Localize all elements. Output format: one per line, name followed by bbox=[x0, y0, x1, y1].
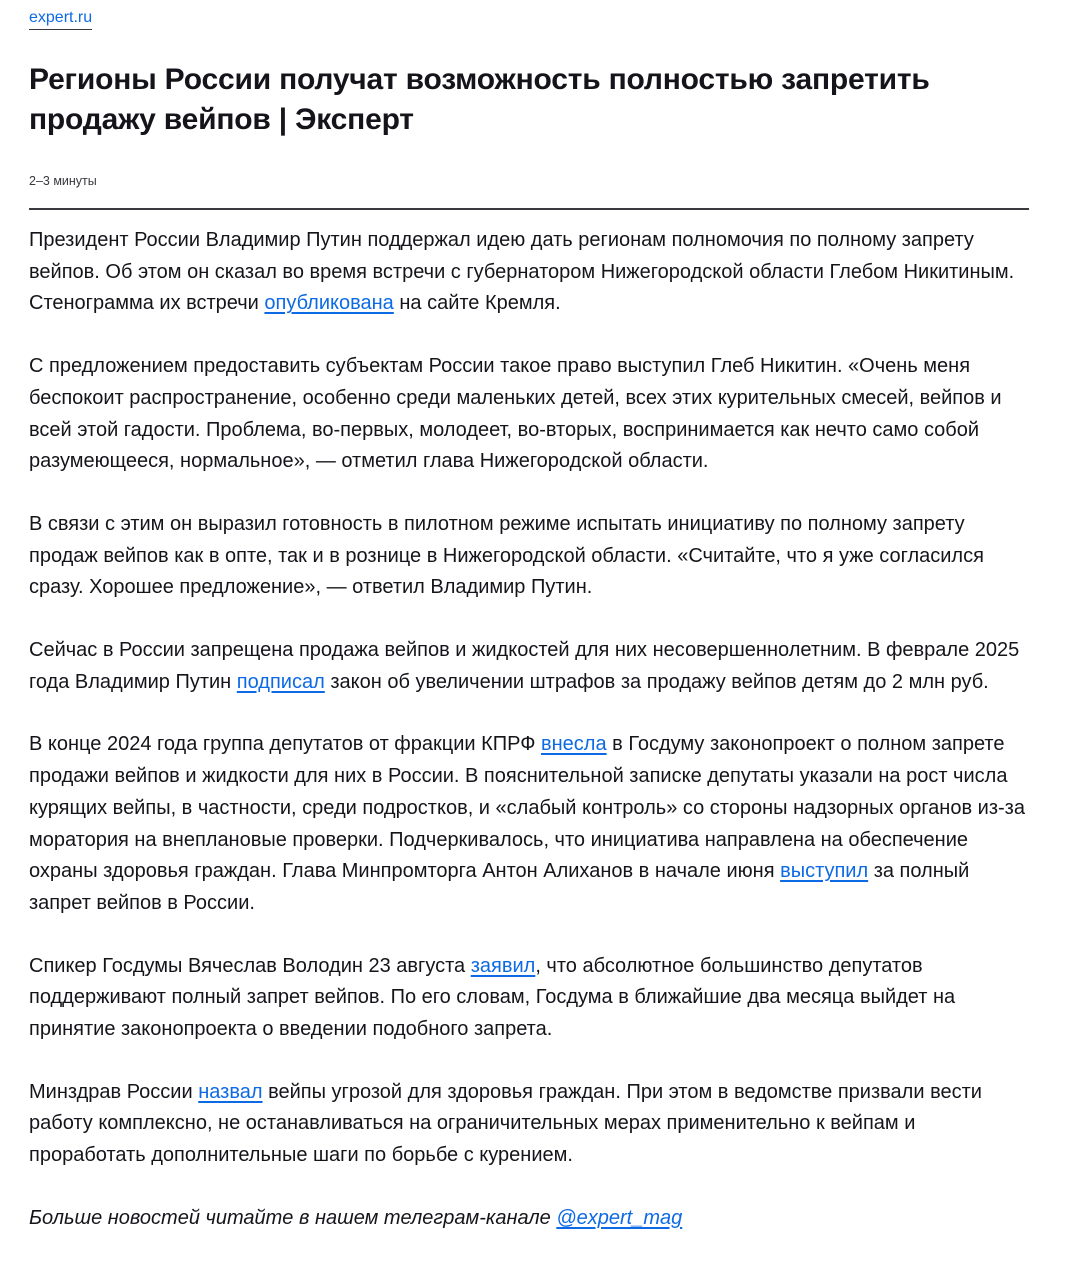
paragraph-text: Сейчас в России запрещена продажа вейпов и жидкостей для них несовершеннолетним. В феврале 2025 года Владимир Путин bbox=[29, 639, 1020, 693]
paragraph-text: в Госдуму законопроект о полном запрете продажи вейпов и жидкости для них в России. В пояснительной записке депутаты указали на рост числа курящих вейпы, в частности, среди подростков, и «слабый контроль» со стороны надзорных органов из-за моратория на внеплановые проверки. Подчеркивалось, что инициатива направлена на обеспечение охраны здоровья граждан. Глава Минпромторга Антон Алиханов в начале июня bbox=[29, 733, 1025, 883]
paragraph-text: В конце 2024 года группа депутатов от фракции КПРФ bbox=[29, 733, 542, 756]
paragraph-text: Президент России Владимир Путин поддержал идею дать регионам полномочия по полному запрету вейпов. Об этом он сказал во время встречи с губернатором Нижегородской области Глебом Никитиным. Стенограмма их встречи bbox=[29, 229, 1015, 315]
inline-link[interactable]: подписал bbox=[236, 670, 325, 693]
article-title: Регионы России получат возможность полностью запретить продажу вейпов | Эксперт bbox=[29, 63, 930, 136]
paragraph-text: С предложением предоставить субъектам России такое право выступил Глеб Никитин. «Очень меня беспокоит распространение, особенно среди маленьких детей, всех этих курительных смесей, вейпов и всей этой гадости. Проблема, во-первых, молодеет, во-вторых, воспринимается как нечто само собой разумеющееся, нормальное», — отметил глава Нижегородской области. bbox=[29, 355, 1002, 473]
article-paragraph bbox=[29, 509, 1029, 604]
paragraph-text: Спикер Госдумы Вячеслав Володин 23 августа bbox=[29, 954, 471, 977]
paragraph-text: В связи с этим он выразил готовность в пилотном режиме испытать инициативу по полному запрету продаж вейпов как в опте, так и в рознице в Нижегородской области. «Считайте, что я уже согласился сразу. Хорошее предложение», — ответил Владимир Путин. bbox=[29, 512, 984, 599]
inline-link[interactable]: заявил bbox=[470, 954, 536, 977]
inline-link[interactable]: @expert_mag bbox=[556, 1206, 683, 1229]
article-paragraph bbox=[29, 1203, 1029, 1235]
inline-link[interactable]: внесла bbox=[541, 733, 607, 756]
paragraph-text: закон об увеличении штрафов за продажу вейпов детям до 2 млн руб. bbox=[324, 670, 989, 693]
article-paragraph bbox=[29, 635, 1029, 698]
article-paragraph bbox=[29, 951, 1029, 1046]
reading-time: 2–3 минуты bbox=[29, 174, 97, 188]
paragraph-text: Минздрав России bbox=[29, 1080, 199, 1103]
article-paragraph bbox=[29, 1077, 1029, 1172]
paragraph-text: Больше новостей читайте в нашем телеграм-канале bbox=[29, 1206, 557, 1229]
inline-link[interactable]: назвал bbox=[198, 1080, 263, 1103]
paragraph-text: вейпы угрозой для здоровья граждан. При этом в ведомстве призвали вести работу комплексно, не останавливаться на ограничительных мерах применительно к вейпам и проработать дополнительные шаги по борьбе с курением. bbox=[29, 1080, 982, 1167]
site-domain-link[interactable]: expert.ru bbox=[29, 8, 92, 30]
inline-link[interactable]: опубликована bbox=[264, 292, 394, 315]
paragraph-text: за полный запрет вейпов в России. bbox=[29, 860, 970, 914]
inline-link[interactable]: выступил bbox=[780, 860, 869, 883]
article-paragraph bbox=[29, 225, 1029, 320]
divider bbox=[29, 208, 1029, 210]
reader-page bbox=[29, 0, 1029, 1235]
article-paragraph bbox=[29, 351, 1029, 478]
paragraph-text: на сайте Кремля. bbox=[393, 292, 561, 315]
article-body bbox=[29, 225, 1029, 1235]
paragraph-text: , что абсолютное большинство депутатов поддерживают полный запрет вейпов. По его словам, Госдума в ближайшие два месяца выйдет на принятие законопроекта о введении подобного запрета. bbox=[29, 954, 956, 1041]
article-paragraph bbox=[29, 729, 1029, 919]
